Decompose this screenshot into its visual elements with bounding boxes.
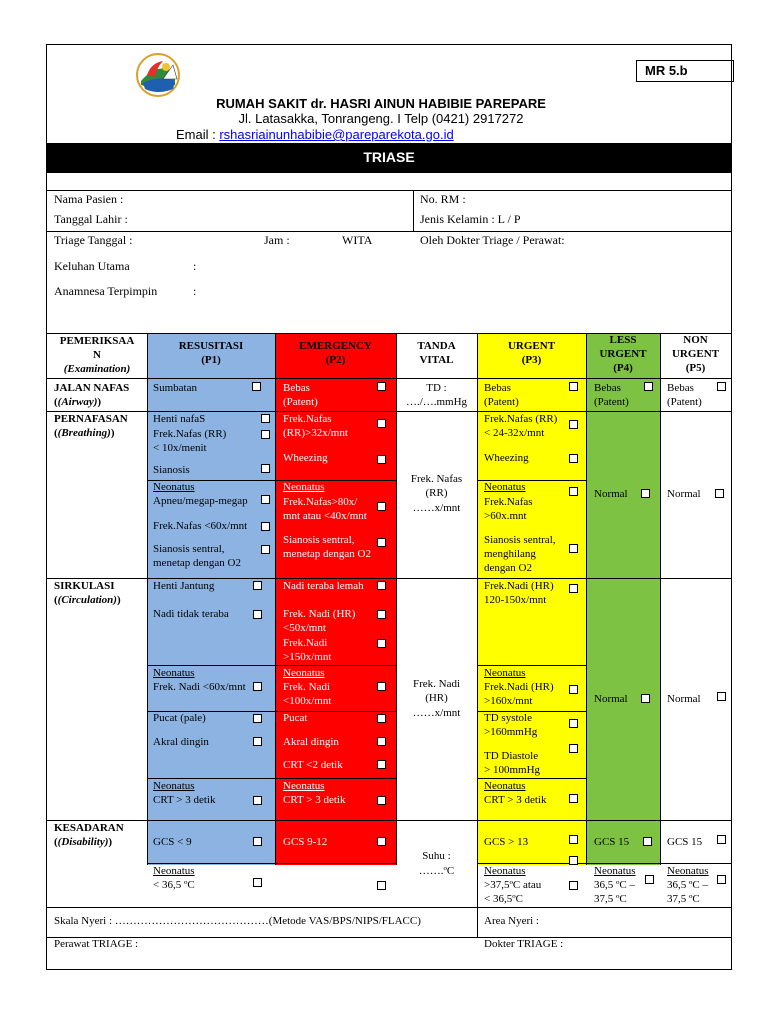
triage-officer-label: Oleh Dokter Triage / Perawat: [420,233,565,247]
email-link[interactable]: rshasriainunhabibie@pareparekota.go.id [219,127,454,142]
gender-label: Jenis Kelamin : L / P [420,212,521,226]
time-label: Jam : [264,233,290,247]
breathing-p1-cyanosis-checkbox[interactable] [261,464,270,473]
circulation-p3-systole-checkbox[interactable] [569,719,578,728]
airway-p1-checkbox[interactable] [252,382,261,391]
hospital-email-line: Email : rshasriainunhabibie@pareparekota.go.id [176,127,454,142]
breathing-p1-neo-apnea-checkbox[interactable] [261,495,270,504]
disability-p4-temp-checkbox[interactable] [645,875,654,884]
breathing-p1-neo-rr-checkbox[interactable] [261,522,270,531]
disability-p3-gcs-checkbox[interactable] [569,835,578,844]
disability-p1-gcs-checkbox[interactable] [253,837,262,846]
airway-p2-checkbox[interactable] [377,382,386,391]
disability-p4-gcs-checkbox[interactable] [643,837,652,846]
circulation-p3-diastole-checkbox[interactable] [569,744,578,753]
circulation-p2-crt-checkbox[interactable] [377,760,386,769]
disability-p5-gcs-checkbox[interactable] [717,835,726,844]
circulation-p2-cold-checkbox[interactable] [377,737,386,746]
p5-header: NON [683,334,708,346]
circulation-p2-high-hr-checkbox[interactable] [377,639,386,648]
airway-p4-checkbox[interactable] [644,382,653,391]
disability-p3-extra-checkbox[interactable] [569,856,578,865]
disability-p1-temp-checkbox[interactable] [253,878,262,887]
hospital-logo-icon [133,51,187,99]
circulation-p1-pale-checkbox[interactable] [253,714,262,723]
vital-signs-header: TANDA [417,340,456,352]
exam-column-header: (Examination) [63,363,131,375]
circulation-p1-pulseless-checkbox[interactable] [253,610,262,619]
p4-header: LESS [609,334,637,346]
circulation-p4-checkbox[interactable] [641,694,650,703]
circulation-p3-neo-hr-checkbox[interactable] [569,685,578,694]
breathing-p3-neo-cyanosis-checkbox[interactable] [569,544,578,553]
circulation-p5-checkbox[interactable] [717,692,726,701]
breathing-p2-rr-checkbox[interactable] [377,419,386,428]
pain-area-field[interactable]: Area Nyeri : [484,915,539,927]
form-title: TRIASE [47,143,731,173]
circulation-p2-neo-crt-checkbox[interactable] [377,796,386,805]
disability-p2-temp-checkbox[interactable] [377,881,386,890]
disability-p2-gcs-checkbox[interactable] [377,837,386,846]
blood-pressure-field[interactable]: …./….mmHg [405,396,468,408]
circulation-p1-cold-checkbox[interactable] [253,737,262,746]
heart-rate-field[interactable]: ……x/mnt [412,707,461,719]
p1-header: RESUSITASI [178,340,244,352]
breathing-p5-checkbox[interactable] [715,489,724,498]
breathing-p3-wheezing-checkbox[interactable] [569,454,578,463]
breathing-p2-neo-rr-checkbox[interactable] [377,502,386,511]
disability-label: KESADARAN [54,822,124,834]
breathing-p3-neo-checkbox[interactable] [569,487,578,496]
p2-header: EMERGENCY [299,340,372,352]
airway-label: JALAN NAFAS [54,382,130,394]
respiratory-rate-field[interactable]: ……x/mnt [412,502,461,514]
breathing-p1-apnea-checkbox[interactable] [261,414,270,423]
p4-column-bg [586,333,660,865]
circulation-p2-neo-hr-checkbox[interactable] [377,682,386,691]
temperature-field[interactable]: …….ºC [418,865,455,877]
disability-p3-temp-checkbox[interactable] [569,881,578,890]
circulation-p2-weak-pulse-checkbox[interactable] [377,581,386,590]
disability-p5-temp-checkbox[interactable] [717,875,726,884]
circulation-p1-neo-hr-checkbox[interactable] [253,682,262,691]
hospital-name: RUMAH SAKIT dr. HASRI AINUN HABIBIE PAREPARE [216,96,546,111]
breathing-p3-rr-checkbox[interactable] [569,420,578,429]
airway-p3-checkbox[interactable] [569,382,578,391]
p3-header: URGENT [507,340,556,352]
airway-p5-checkbox[interactable] [717,382,726,391]
anamnesis-label: Anamnesa Terpimpin [54,284,158,298]
circulation-p2-pale-checkbox[interactable] [377,714,386,723]
triage-form: MR 5.b RUMAH SAKIT dr. HASRI AINUN HABIBIE PAREPARE Jl. Latasakka, Tonrangeng. I Telp (0421) 2917272 Email : rshasriainunhabibie@pareparekota.go.id TRIASE Nama Pasien : Tanggal Lahir : No. RM : Jenis Kelamin : L / P Triage Tanggal : Jam : WITA Oleh Dokter Triage / Perawat: Keluhan Utama : Anamnesa Terpimpin : PEMERIKSAA N (Examination) RESUSITASI (P1) EMERGENCY (P2) TANDA VITAL URGENT (P3) LESS URGENT (P4) NON URGENT (P5) JALAN NAFAS ((Airway)) Sumbatan Bebas (Patent) TD : …./….mmHg Bebas (Patent) Bebas (Patent) Bebas (Patent) PERNAFASAN ((Breathing)) Henti nafaS Frek.Nafas (RR) < 10x/menit Sianosis Neonatus Apneu/megap-megap Frek.Nafas <60x/mnt Sianosis sentral, menetap dengan O2 Frek.Nafas (RR)>32x/mnt Wheezing Neonatus Frek.Nafas>80x/ mnt atau <40x/mnt Sianosis sentral, menetap dengan O2 Frek. Nafas (RR) ……x/mnt Frek.Nafas (RR) < 24-32x/mnt Wheezing Neonatus Frek.Nafas >60x.mnt Sianosis sentral, menghilang dengan O2 Normal Normal SIRKULASI ((Circulation)) Henti Jantung Nadi tidak teraba Neonatus Frek. Nadi <60x/mnt Pucat (pale) Akral dingin Neonatus CRT > 3 detik Nadi teraba lemah Frek. Nadi (HR) <50x/mnt Frek.Nadi >150x/mnt Neonatus Frek. Nadi <100x/mnt Pucat Akral dingin CRT <2 detik Neonatus CRT > 3 detik Frek. Nadi (HR) ……x/mnt Frek.Nadi (HR) 120-150x/mnt Neonatus Frek.Nadi (HR) >160x/mnt TD systole >160mmHg TD Diastole > 100mmHg Neonatus CRT > 3 detik Normal Normal KESADARAN ((Disability)) GCS < 9 Neonatus < 36,5 ºC GCS 9-12 Neonatus < 36,5 ºC Suhu : …….ºC GCS > 13 Neonatus >37,5ºC atau < 36,5ºC GCS 15 Neonatus 36,5 ºC – 37,5 ºC GCS 15 Neonatus 36,5 ºC – 37,5 ºC Skala Nyeri : ……………………………………(Metode VAS/BPS/NIPS/FLACC) Area Nyeri : Perawat TRIAGE : Dokter TRIAGE : [46,44,732,970]
circulation-p1-arrest-checkbox[interactable] [253,581,262,590]
circulation-p3-crt-checkbox[interactable] [569,794,578,803]
breathing-p1-rr-checkbox[interactable] [261,430,270,439]
chief-complaint-label: Keluhan Utama [54,259,130,273]
pain-scale-field[interactable]: Skala Nyeri : ……………………………………(Metode VAS/BPS/NIPS/FLACC) [54,915,421,927]
patient-name-label: Nama Pasien : [54,192,124,206]
breathing-p4-checkbox[interactable] [641,489,650,498]
breathing-label: PERNAFASAN [54,413,128,425]
circulation-p1-crt-checkbox[interactable] [253,796,262,805]
circulation-p3-hr-checkbox[interactable] [569,584,578,593]
mr-code-box: MR 5.b [636,60,734,82]
circulation-p2-low-hr-checkbox[interactable] [377,610,386,619]
timezone-label: WITA [342,233,373,247]
medical-record-label: No. RM : [420,192,466,206]
triage-date-label: Triage Tanggal : [54,233,133,247]
birth-date-label: Tanggal Lahir : [54,212,128,226]
triage-doctor-field[interactable]: Dokter TRIAGE : [484,938,564,950]
hospital-address: Jl. Latasakka, Tonrangeng. I Telp (0421) 2917272 [238,111,524,126]
breathing-p2-wheezing-checkbox[interactable] [377,455,386,464]
triage-nurse-field[interactable]: Perawat TRIAGE : [54,938,139,950]
breathing-p1-neo-cyanosis-checkbox[interactable] [261,545,270,554]
breathing-p2-neo-cyanosis-checkbox[interactable] [377,538,386,547]
circulation-label: SIRKULASI [54,580,115,592]
